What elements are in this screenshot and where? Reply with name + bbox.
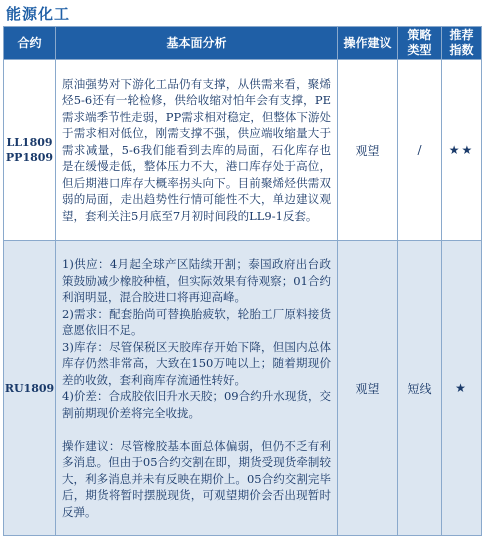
section-title: 能源化工 (6, 5, 71, 23)
header-strategy (398, 27, 442, 60)
table-row (4, 241, 482, 536)
header-advice: 操作建议 (338, 27, 398, 60)
strategy-cell: 短线 (398, 241, 442, 536)
header-contract: 合约 (4, 27, 56, 60)
analysis-cell: 1)供应：4月起全球产区陆续开割；泰国政府出台政策鼓励减少橡胶种植，但实际效果有待观察；01合约利润明显，混合胶进口将再迎高峰。 2)需求：配套胎尚可替换胎疲软，轮胎工厂原料接货意愿依旧不足。 3)库存：尽管保税区天胶库存开始下降，但国内总体库存仍然非常高，大致在150万吨以上；随着期现价差的收敛，套利商库存流通性转好。 4)价差：合成胶依旧升水天胶；09合约升水现货，交割前期现价差将完全收拢。 操作建议：尽管橡胶基本面总体偏弱，但仍不乏有利多消息。但由于05合约交割在即，期货受现货牵制较大，利多消息并未有反映在期价上。05合约交割完毕后，期货将暂时摆脱现货，可观望期价会否出现暂时反弹。 (56, 241, 338, 536)
contract-code: LL1809 (6, 136, 53, 149)
recommendation-table (3, 26, 482, 536)
advice-cell: 观望 (338, 241, 398, 536)
contract-code: RU1809 (4, 381, 55, 395)
header-analysis: 基本面分析 (56, 27, 338, 60)
analysis-cell: 原油强势对下游化工品仍有支撑，从供需来看，聚烯烃5-6还有一轮检修，供给收缩对怕年会有支撑，PE需求端季节性走弱，PP需求相对稳定，但整体下游处于需求相对低位，刚需支撑不强，供应端收缩量大于需求减量，5-6我们能看到去库的局面，石化库存也是在缓慢走低，整体压力不大，港口库存处于高位，但后期港口库存大概率拐头向下。目前聚烯烃供需双弱的局面，走出趋势性行情可能性不大，单边建议观望，套利关注5月底至7月初时间段的LL9-1反套。 (56, 60, 338, 241)
contract-cell (4, 241, 56, 536)
header-index-line1: 推荐 (449, 28, 474, 42)
contract-cell (4, 60, 56, 241)
contract-code: PP1809 (5, 151, 54, 164)
rating-stars: ★★ (442, 60, 482, 241)
table-header-row (4, 27, 482, 60)
rating-stars: ★ (442, 241, 482, 536)
strategy-cell: / (398, 60, 442, 241)
header-strategy-line1: 策略 (407, 28, 432, 42)
header-index (442, 27, 482, 60)
advice-cell: 观望 (338, 60, 398, 241)
header-strategy-line2: 类型 (407, 43, 432, 57)
header-index-line2: 指数 (449, 43, 474, 57)
table-row (4, 60, 482, 241)
